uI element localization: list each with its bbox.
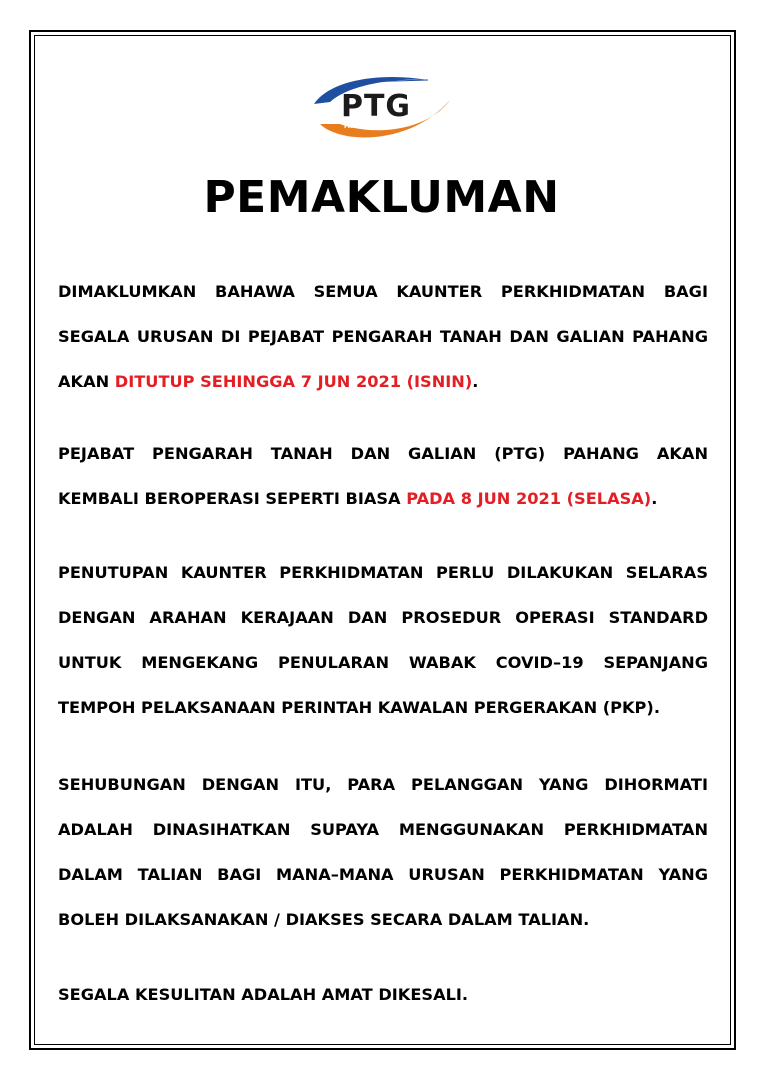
- svg-text:PAHANG: PAHANG: [344, 123, 373, 130]
- paragraph-end: .: [651, 489, 658, 508]
- notice-paragraph-reopening: [58, 431, 708, 521]
- notice-paragraph-closure: [58, 269, 708, 404]
- paragraph-text: PEJABAT PENGARAH TANAH DAN GALIAN (PTG) PAHANG AKAN KEMBALI BEROPERASI SEPERTI BIASA: [58, 444, 708, 508]
- paragraph-text: DIMAKLUMKAN BAHAWA SEMUA KAUNTER PERKHIDMATAN BAGI SEGALA URUSAN DI PEJABAT PENGARAH TANAH DAN GALIAN PAHANG AKAN: [58, 282, 708, 391]
- notice-paragraph-apology: SEGALA KESULITAN ADALAH AMAT DIKESALI.: [58, 985, 469, 1004]
- closure-date-highlight: DITUTUP SEHINGGA 7 JUN 2021 (ISNIN): [114, 372, 473, 391]
- ptg-logo: [300, 62, 460, 152]
- page-title: PEMAKLUMAN: [203, 172, 560, 223]
- notice-paragraph-reason: PENUTUPAN KAUNTER PERKHIDMATAN PERLU DILAKUKAN SELARAS DENGAN ARAHAN KERAJAAN DAN PROSEDUR OPERASI STANDARD UNTUK MENGEKANG PENULARAN WABAK COVID–19 SEPANJANG TEMPOH PELAKSANAAN PERINTAH KAWALAN PERGERAKAN (PKP).: [58, 563, 708, 717]
- paragraph-end: .: [472, 372, 479, 391]
- svg-text:PTG: PTG: [340, 89, 412, 124]
- notice-paragraph-online-services: SEHUBUNGAN DENGAN ITU, PARA PELANGGAN YANG DIHORMATI ADALAH DINASIHATKAN SUPAYA MENGGUNAKAN PERKHIDMATAN DALAM TALIAN BAGI MANA–MANA URUSAN PERKHIDMATAN YANG BOLEH DILAKSANAKAN / DIAKSES SECARA DALAM TALIAN.: [58, 775, 708, 929]
- reopen-date-highlight: PADA 8 JUN 2021 (SELASA): [406, 489, 652, 508]
